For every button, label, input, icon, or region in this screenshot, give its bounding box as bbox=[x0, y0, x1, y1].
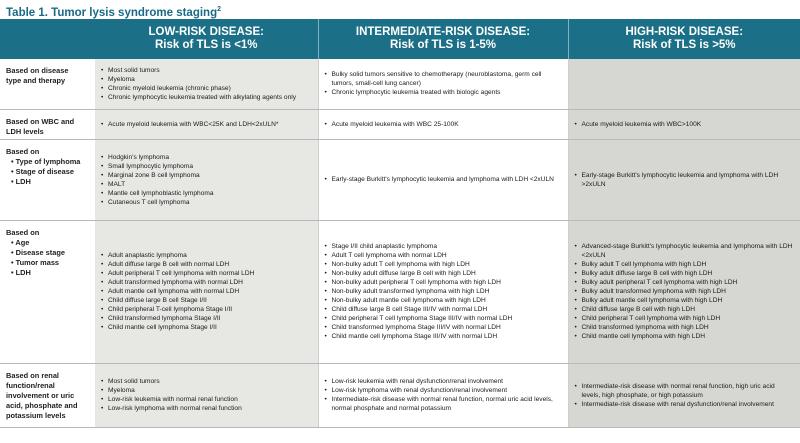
row-label-line: LDH levels bbox=[6, 126, 44, 136]
list-item: • Child transformed lymphoma Stage I/II bbox=[108, 314, 313, 323]
header-low-risk bbox=[95, 19, 318, 59]
list-item: • Child transformed lymphoma with high LDH bbox=[582, 323, 796, 332]
mid-risk-cell bbox=[318, 139, 568, 220]
low-risk-cell bbox=[95, 363, 318, 427]
row-label-line: potassium levels bbox=[6, 410, 66, 420]
row-label-line: Based on renal bbox=[6, 370, 59, 380]
list-item: • Myeloma bbox=[108, 75, 313, 84]
list-item: • Non-bulky adult peripheral T cell lymphoma with high LDH bbox=[332, 278, 563, 287]
low-risk-cell bbox=[95, 59, 318, 109]
mid-risk-list bbox=[324, 70, 563, 97]
high-risk-cell bbox=[568, 220, 800, 363]
list-item: • Child diffuse large B cell with high LDH bbox=[582, 305, 796, 314]
header-high-risk-name: HIGH-RISK DISEASE: bbox=[625, 26, 744, 38]
list-item: • Non-bulky adult T cell lymphoma with high LDH bbox=[332, 260, 563, 269]
row-label-line: Based on bbox=[6, 146, 40, 156]
list-item: • Non-bulky adult transformed lymphoma with high LDH bbox=[332, 287, 563, 296]
list-item: • Acute myeloid leukemia with WBC>100K bbox=[582, 120, 796, 129]
high-risk-list bbox=[574, 242, 796, 341]
list-item: • Myeloma bbox=[108, 386, 313, 395]
list-item: • Adult anaplastic lymphoma bbox=[108, 251, 313, 260]
list-item: • Chronic myeloid leukemia (chronic phase) bbox=[108, 84, 313, 93]
low-risk-list bbox=[100, 66, 313, 102]
high-risk-cell bbox=[568, 59, 800, 109]
low-risk-list bbox=[100, 377, 313, 413]
row-label-line: function/renal bbox=[6, 380, 55, 390]
mid-risk-list bbox=[324, 175, 563, 184]
high-risk-list bbox=[574, 120, 796, 129]
list-item: • Low-risk leukemia with normal renal function bbox=[108, 395, 313, 404]
row-label-line: Based on disease bbox=[6, 66, 69, 75]
list-item: • Bulky solid tumors sensitive to chemotherapy (neuroblastoma, germ cell tumors, small-cell lung cancer) bbox=[332, 70, 563, 88]
list-item: • Cutaneous T cell lymphoma bbox=[108, 198, 313, 207]
low-risk-list bbox=[100, 251, 313, 332]
table-row bbox=[0, 139, 800, 220]
mid-risk-list bbox=[324, 242, 563, 341]
list-item: • Mantle cell lymphoblastic lymphoma bbox=[108, 189, 313, 198]
row-label-line: Based on bbox=[6, 227, 40, 237]
header-intermediate-risk-name: INTERMEDIATE-RISK DISEASE: bbox=[355, 26, 531, 38]
table-row bbox=[0, 363, 800, 427]
table-body bbox=[0, 59, 800, 427]
row-label-bullet: • Tumor mass bbox=[11, 257, 60, 267]
list-item: • Advanced-stage Burkitt's lymphocytic leukemia and lymphoma with LDH <2xULN bbox=[582, 242, 796, 260]
list-item: • Intermediate-risk disease with normal renal function, high uric acid levels, high phosphate, or high potassium bbox=[582, 382, 796, 400]
list-item: • Child diffuse large B cell Stage I/II bbox=[108, 296, 313, 305]
row-label-bullet: • Type of lymphoma bbox=[11, 156, 81, 166]
high-risk-cell bbox=[568, 109, 800, 139]
list-item: • Child peripheral T cell lymphoma with high LDH bbox=[582, 314, 796, 323]
mid-risk-cell bbox=[318, 109, 568, 139]
header-low-risk-level: Risk of TLS is <1% bbox=[154, 39, 258, 51]
row-label-bullet: • Stage of disease bbox=[11, 166, 74, 176]
high-risk-cell bbox=[568, 139, 800, 220]
row-label bbox=[0, 59, 95, 109]
list-item: • Bulky adult diffuse large B cell with high LDH bbox=[582, 269, 796, 278]
header-blank-cell bbox=[0, 19, 95, 59]
row-label-line: type and therapy bbox=[6, 76, 66, 85]
list-item: • Most solid tumors bbox=[108, 66, 313, 75]
row-label bbox=[0, 220, 95, 363]
list-item: • Child transformed lymphoma Stage III/IV with normal LDH bbox=[332, 323, 563, 332]
list-item: • Small lymphocytic lymphoma bbox=[108, 162, 313, 171]
row-label-bullet: • Disease stage bbox=[11, 247, 65, 257]
list-item: • Early-stage Burkitt's lymphocytic leukemia and lymphoma with LDH >2xULN bbox=[582, 171, 796, 189]
table-row bbox=[0, 109, 800, 139]
list-item: • Bulky adult mantle cell lymphoma with high LDH bbox=[582, 296, 796, 305]
list-item: • Bulky adult T cell lymphoma with high LDH bbox=[582, 260, 796, 269]
list-item: • Early-stage Burkitt's lymphocytic leukemia and lymphoma with LDH <2xULN bbox=[332, 175, 563, 184]
list-item: • Adult mantle cell lymphoma with normal LDH bbox=[108, 287, 313, 296]
list-item: • Adult diffuse large B cell with normal LDH bbox=[108, 260, 313, 269]
list-item: • Acute myeloid leukemia with WBC<25K and LDH<2xULN* bbox=[108, 120, 313, 129]
header-intermediate-risk bbox=[318, 19, 568, 59]
row-label-line: Based on WBC and bbox=[6, 116, 75, 126]
row-label bbox=[0, 139, 95, 220]
row-label-bullet: • LDH bbox=[11, 176, 31, 186]
list-item: • Hodgkin's lymphoma bbox=[108, 153, 313, 162]
list-item: • Most solid tumors bbox=[108, 377, 313, 386]
list-item: • Child peripheral T cell lymphoma Stage III/IV with normal LDH bbox=[332, 314, 563, 323]
header-high-risk-level: Risk of TLS is >5% bbox=[632, 39, 736, 51]
list-item: • Bulky adult transformed lymphoma with high LDH bbox=[582, 287, 796, 296]
list-item: • Marginal zone B cell lymphoma bbox=[108, 171, 313, 180]
list-item: • Intermediate-risk disease with renal dysfunction/renal involvement bbox=[582, 400, 796, 409]
list-item: • Low-risk lymphoma with renal dysfunction/renal involvement bbox=[332, 386, 563, 395]
list-item: • Child mantle cell lymphoma Stage I/II bbox=[108, 323, 313, 332]
low-risk-cell bbox=[95, 109, 318, 139]
list-item: • Chronic lymphocytic leukemia treated with alkylating agents only bbox=[108, 93, 313, 102]
list-item: • Adult T cell lymphoma with normal LDH bbox=[332, 251, 563, 260]
low-risk-list bbox=[100, 120, 313, 129]
list-item: • Low-risk leukemia with renal dysfunction/renal involvement bbox=[332, 377, 563, 386]
list-item: • Child mantle cell lymphoma with high LDH bbox=[582, 332, 796, 341]
mid-risk-list bbox=[324, 120, 563, 129]
mid-risk-cell bbox=[318, 59, 568, 109]
header-intermediate-risk-level: Risk of TLS is 1-5% bbox=[389, 39, 497, 51]
list-item: • Acute myeloid leukemia with WBC 25-100K bbox=[332, 120, 563, 129]
list-item: • Child diffuse large B cell Stage III/IV with normal LDH bbox=[332, 305, 563, 314]
mid-risk-list bbox=[324, 377, 563, 413]
row-label-bullet: • LDH bbox=[11, 267, 31, 277]
table-title-reference: 2 bbox=[217, 6, 222, 13]
list-item: • Child mantle cell lymphoma Stage III/IV with normal LDH bbox=[332, 332, 563, 341]
row-label-line: acid, phosphate and bbox=[6, 400, 78, 410]
list-item: • Intermediate-risk disease with normal renal function, normal uric acid levels, normal phosphate and normal potassium bbox=[332, 395, 563, 413]
staging-table bbox=[0, 19, 800, 428]
header-row bbox=[0, 19, 800, 59]
row-label-bullet: • Age bbox=[11, 237, 30, 247]
table-title bbox=[0, 0, 800, 19]
list-item: • Adult peripheral T cell lymphoma with normal LDH bbox=[108, 269, 313, 278]
list-item: • MALT bbox=[108, 180, 313, 189]
high-risk-list bbox=[574, 382, 796, 409]
list-item: • Stage I/II child anaplastic lymphoma bbox=[332, 242, 563, 251]
low-risk-cell bbox=[95, 139, 318, 220]
mid-risk-cell bbox=[318, 363, 568, 427]
row-label bbox=[0, 363, 95, 427]
row-label-line: involvement or uric bbox=[6, 390, 75, 400]
list-item: • Child peripheral T-cell lymphoma Stage I/II bbox=[108, 305, 313, 314]
list-item: • Non-bulky adult diffuse large B cell with high LDH bbox=[332, 269, 563, 278]
list-item: • Chronic lymphocytic leukemia treated with biologic agents bbox=[332, 88, 563, 97]
mid-risk-cell bbox=[318, 220, 568, 363]
list-item: • Non-bulky adult mantle cell lymphoma with high LDH bbox=[332, 296, 563, 305]
high-risk-cell bbox=[568, 363, 800, 427]
low-risk-cell bbox=[95, 220, 318, 363]
header-low-risk-name: LOW-RISK DISEASE: bbox=[148, 26, 264, 38]
high-risk-list bbox=[574, 171, 796, 189]
table-title-text: Table 1. Tumor lysis syndrome staging bbox=[6, 6, 218, 19]
list-item: • Bulky adult peripheral T cell lymphoma with high LDH bbox=[582, 278, 796, 287]
row-label bbox=[0, 109, 95, 139]
table-row bbox=[0, 59, 800, 109]
table-row bbox=[0, 220, 800, 363]
list-item: • Adult transformed lymphoma with normal LDH bbox=[108, 278, 313, 287]
header-high-risk bbox=[568, 19, 800, 59]
list-item: • Low-risk lymphoma with normal renal function bbox=[108, 404, 313, 413]
low-risk-list bbox=[100, 153, 313, 207]
